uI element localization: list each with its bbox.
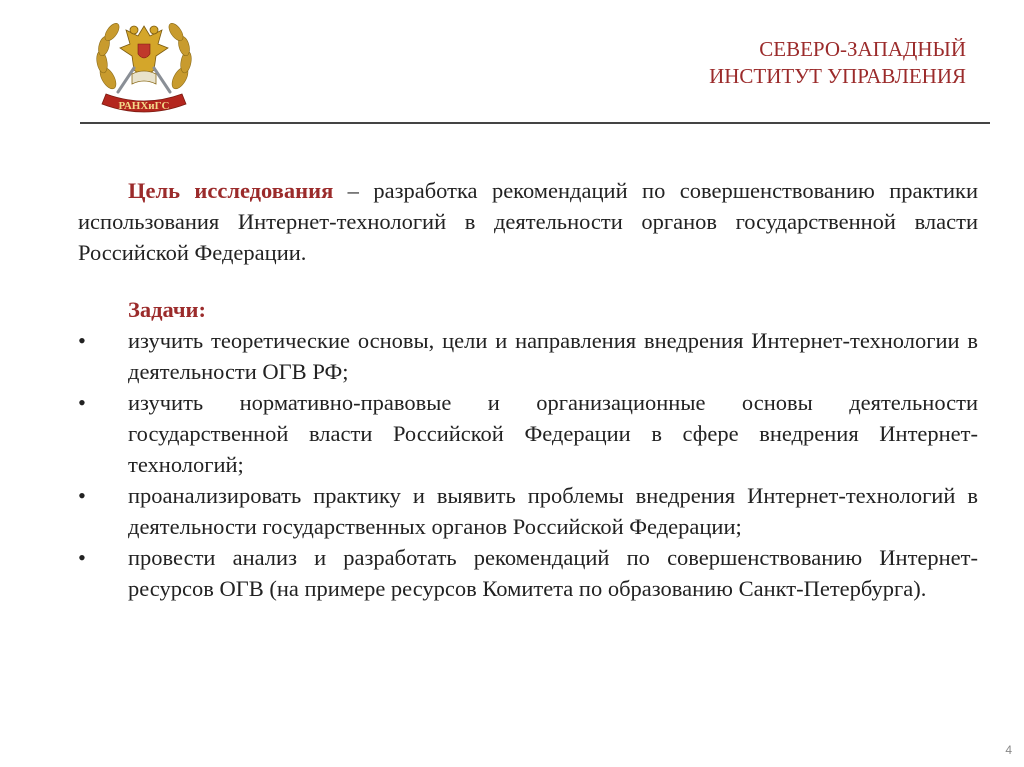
task-text: изучить теоретические основы, цели и направления внедрения Интернет-технологии в деятельности ОГВ РФ; bbox=[128, 328, 978, 384]
header-divider bbox=[80, 122, 990, 124]
task-text: провести анализ и разработать рекомендаций по совершенствованию Интернет-ресурсов ОГВ (на примере ресурсов Комитета по образованию Санкт-Петербурга). bbox=[128, 545, 978, 601]
institute-title-line1: СЕВЕРО-ЗАПАДНЫЙ bbox=[759, 37, 966, 61]
bullet: • bbox=[78, 483, 86, 508]
list-item bbox=[78, 325, 978, 387]
tasks-heading: Задачи: bbox=[128, 297, 207, 322]
research-goal-text: – разработка рекомендаций по совершенствованию практики использования Интернет-технологий в деятельности органов государственной власти Российской Федерации. bbox=[78, 178, 978, 265]
task-text: проанализировать практику и выявить проблемы внедрения Интернет-технологий в деятельности государственных органов Российской Федерации; bbox=[128, 483, 978, 539]
task-text: изучить нормативно-правовые и организационные основы деятельности государственной власти Российской Федерации в сфере внедрения Интернет-технологий; bbox=[128, 390, 978, 477]
ranepa-logo bbox=[88, 8, 200, 120]
list-item bbox=[78, 542, 978, 604]
logo-ribbon-text: РАНХиГС bbox=[118, 100, 170, 112]
bullet: • bbox=[78, 328, 86, 353]
bullet: • bbox=[78, 545, 86, 570]
bullet: • bbox=[78, 390, 86, 415]
research-goal-label: Цель исследования bbox=[128, 178, 334, 203]
institute-title-line2: ИНСТИТУТ УПРАВЛЕНИЯ bbox=[709, 64, 966, 88]
list-item bbox=[78, 387, 978, 480]
list-item bbox=[78, 480, 978, 542]
research-goal bbox=[78, 175, 978, 268]
page-number: 4 bbox=[1005, 743, 1012, 757]
tasks-list bbox=[78, 325, 978, 604]
slide-content bbox=[78, 175, 978, 604]
institute-title bbox=[709, 36, 966, 90]
